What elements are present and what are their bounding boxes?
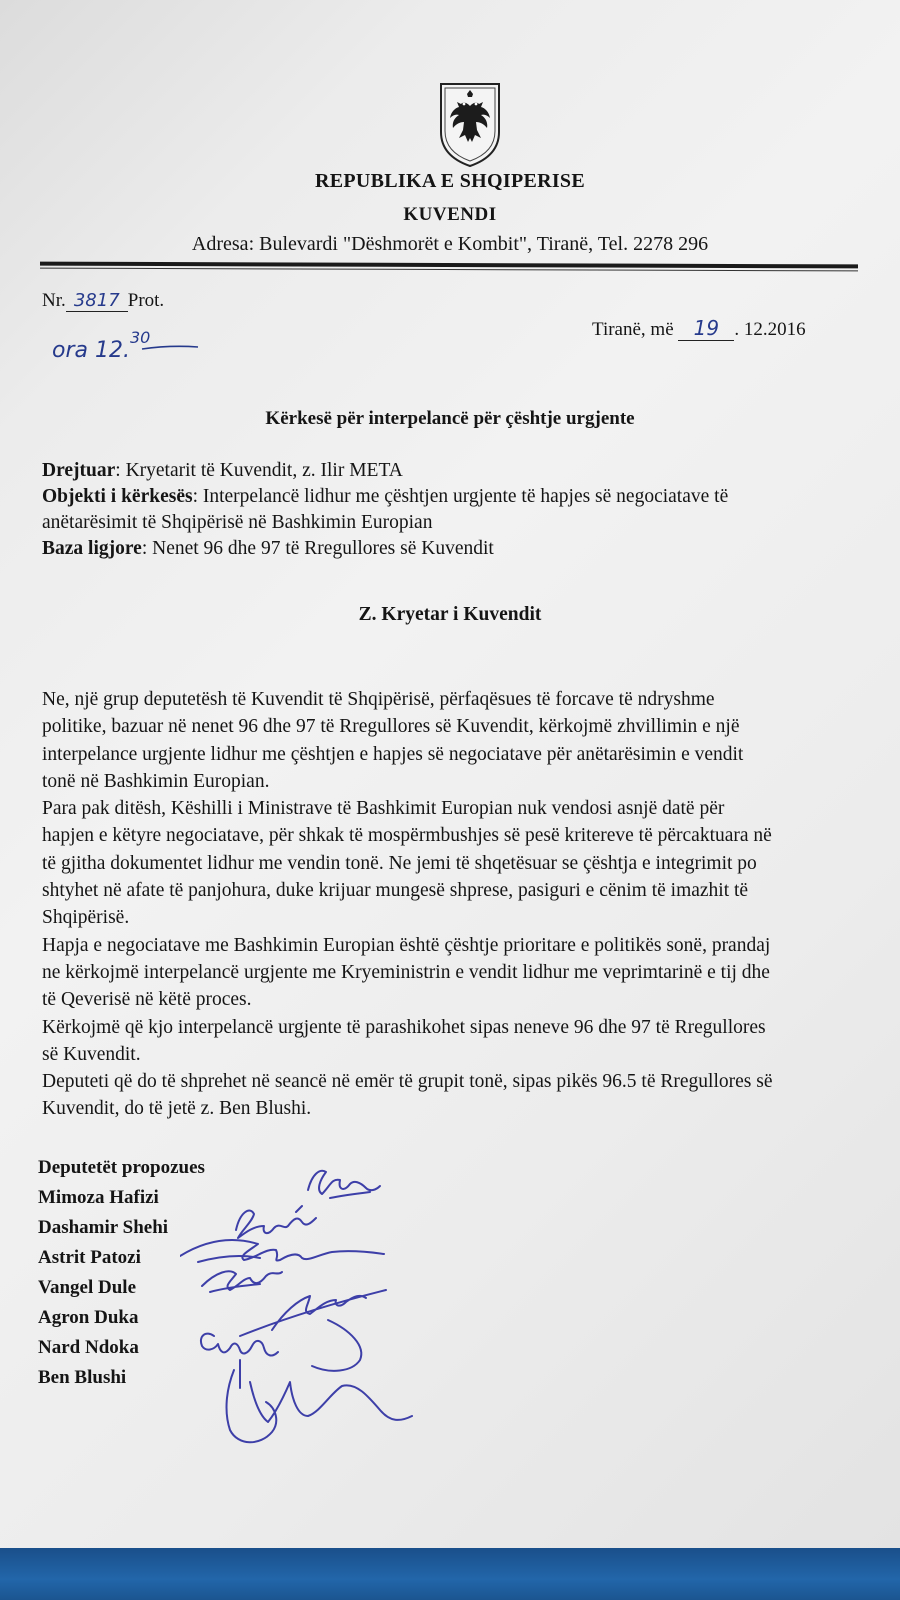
body-line: të Qeverisë në këtë proces.: [42, 989, 252, 1011]
proposer-name: Nard Ndoka: [38, 1337, 139, 1358]
proposer-name: Astrit Patozi: [38, 1247, 141, 1268]
body-line: hapjen e këtyre negociatave, për shkak të mospërmbushjes së pesë kritereve të përcaktuara në: [42, 825, 772, 847]
salutation: Z. Kryetar i Kuvendit: [358, 604, 542, 625]
letter-body: [42, 686, 900, 1123]
protocol-number-value: 3817: [66, 290, 128, 312]
body-line: Kërkojmë që kjo interpelancë urgjente të parashikohet sipas neneve 96 dhe 97 të Rregullores: [42, 1016, 766, 1038]
date-suffix: . 12.2016: [734, 319, 806, 340]
protocol-suffix: Prot.: [127, 290, 165, 311]
body-line: tonë në Bashkimin Europian.: [42, 770, 270, 792]
addressed-label: Drejtuar: [42, 460, 116, 481]
date-day: 19: [678, 316, 734, 341]
addressed-value: : Kryetarit të Kuvendit, z. Ilir META: [115, 460, 403, 481]
legal-label: Baza ligjore: [42, 538, 142, 559]
hour-note-text: ora 12.: [52, 338, 130, 363]
object-label: Objekti i kërkesës: [42, 486, 193, 507]
header-rule-thin: [40, 268, 858, 272]
object-value: : Interpelancë lidhur me çështjen urgjente të hapjes së negociatave të: [192, 486, 729, 507]
protocol-number: [42, 290, 164, 312]
body-line: Kuvendit, do të jetë z. Ben Blushi.: [42, 1098, 312, 1120]
proposers-heading: Deputetët propozues: [38, 1157, 205, 1178]
body-line: politike, bazuar në nenet 96 dhe 97 të Rregullores së Kuvendit, kërkojmë zhvillimin e një: [42, 716, 740, 738]
request-object: [42, 486, 728, 508]
header-subtitle: KUVENDI: [403, 204, 497, 225]
background-band: [0, 1548, 900, 1600]
proposer-name: Dashamir Shehi: [38, 1217, 169, 1238]
body-line: së Kuvendit.: [42, 1043, 141, 1065]
header-title: REPUBLIKA E SHQIPERISE: [314, 170, 585, 192]
proposer-name: Mimoza Hafizi: [38, 1187, 159, 1208]
hour-underline: [140, 344, 200, 352]
date-line: [592, 316, 806, 341]
proposer-name: Vangel Dule: [38, 1277, 137, 1298]
hour-note: [52, 328, 150, 363]
body-line: Ne, një grup deputetësh të Kuvendit të Shqipërisë, përfaqësues të forcave të ndryshme: [42, 689, 715, 710]
albanian-eagle-emblem-icon: [437, 80, 503, 168]
legal-basis: [42, 538, 494, 560]
body-line: të gjitha dokumentet lidhur me vendin tonë. Ne jemi të shqetësuar se çështja e integrimit po: [42, 852, 757, 874]
protocol-prefix: Nr.: [42, 290, 66, 311]
document-title: Kërkesë për interpelancë për çështje urgjente: [265, 408, 635, 429]
proposer-name: Ben Blushi: [38, 1367, 127, 1388]
header-address: Adresa: Bulevardi "Dëshmorët e Kombit", Tiranë, Tel. 2278 296: [191, 233, 709, 255]
hour-note-minutes: 30: [129, 328, 151, 347]
handwritten-signatures: [180, 1160, 440, 1450]
body-line: Hapja e negociatave me Bashkimin Europian është çështje prioritare e politikës sonë, prandaj: [42, 934, 771, 956]
body-line: interpelance urgjente lidhur me çështjen e hapjes së negociatave për anëtarësimin e vendit: [42, 743, 744, 765]
body-line: Shqipërisë.: [42, 907, 130, 929]
body-line: Deputeti që do të shprehet në seancë në emër të grupit tonë, sipas pikës 96.5 të Rregullores së: [42, 1071, 773, 1093]
body-line: ne kërkojmë interpelancë urgjente me Kryeministrin e vendit lidhur me veprimtarinë e tij dhe: [42, 961, 770, 983]
legal-value: : Nenet 96 dhe 97 të Rregullores së Kuvendit: [141, 538, 494, 559]
addressed-to: [42, 460, 403, 482]
request-object-continued: anëtarësimit të Shqipërisë në Bashkimin Europian: [42, 512, 433, 533]
body-line: Para pak ditësh, Këshilli i Ministrave të Bashkimit Europian nuk vendosi asnjë datë për: [42, 798, 725, 820]
body-line: shtyhet në afate të panjohura, duke krijuar mungesë shprese, pasiguri e cënim të imazhit të: [42, 880, 749, 902]
date-prefix: Tiranë, më: [592, 319, 674, 340]
proposer-name: Agron Duka: [38, 1307, 139, 1328]
